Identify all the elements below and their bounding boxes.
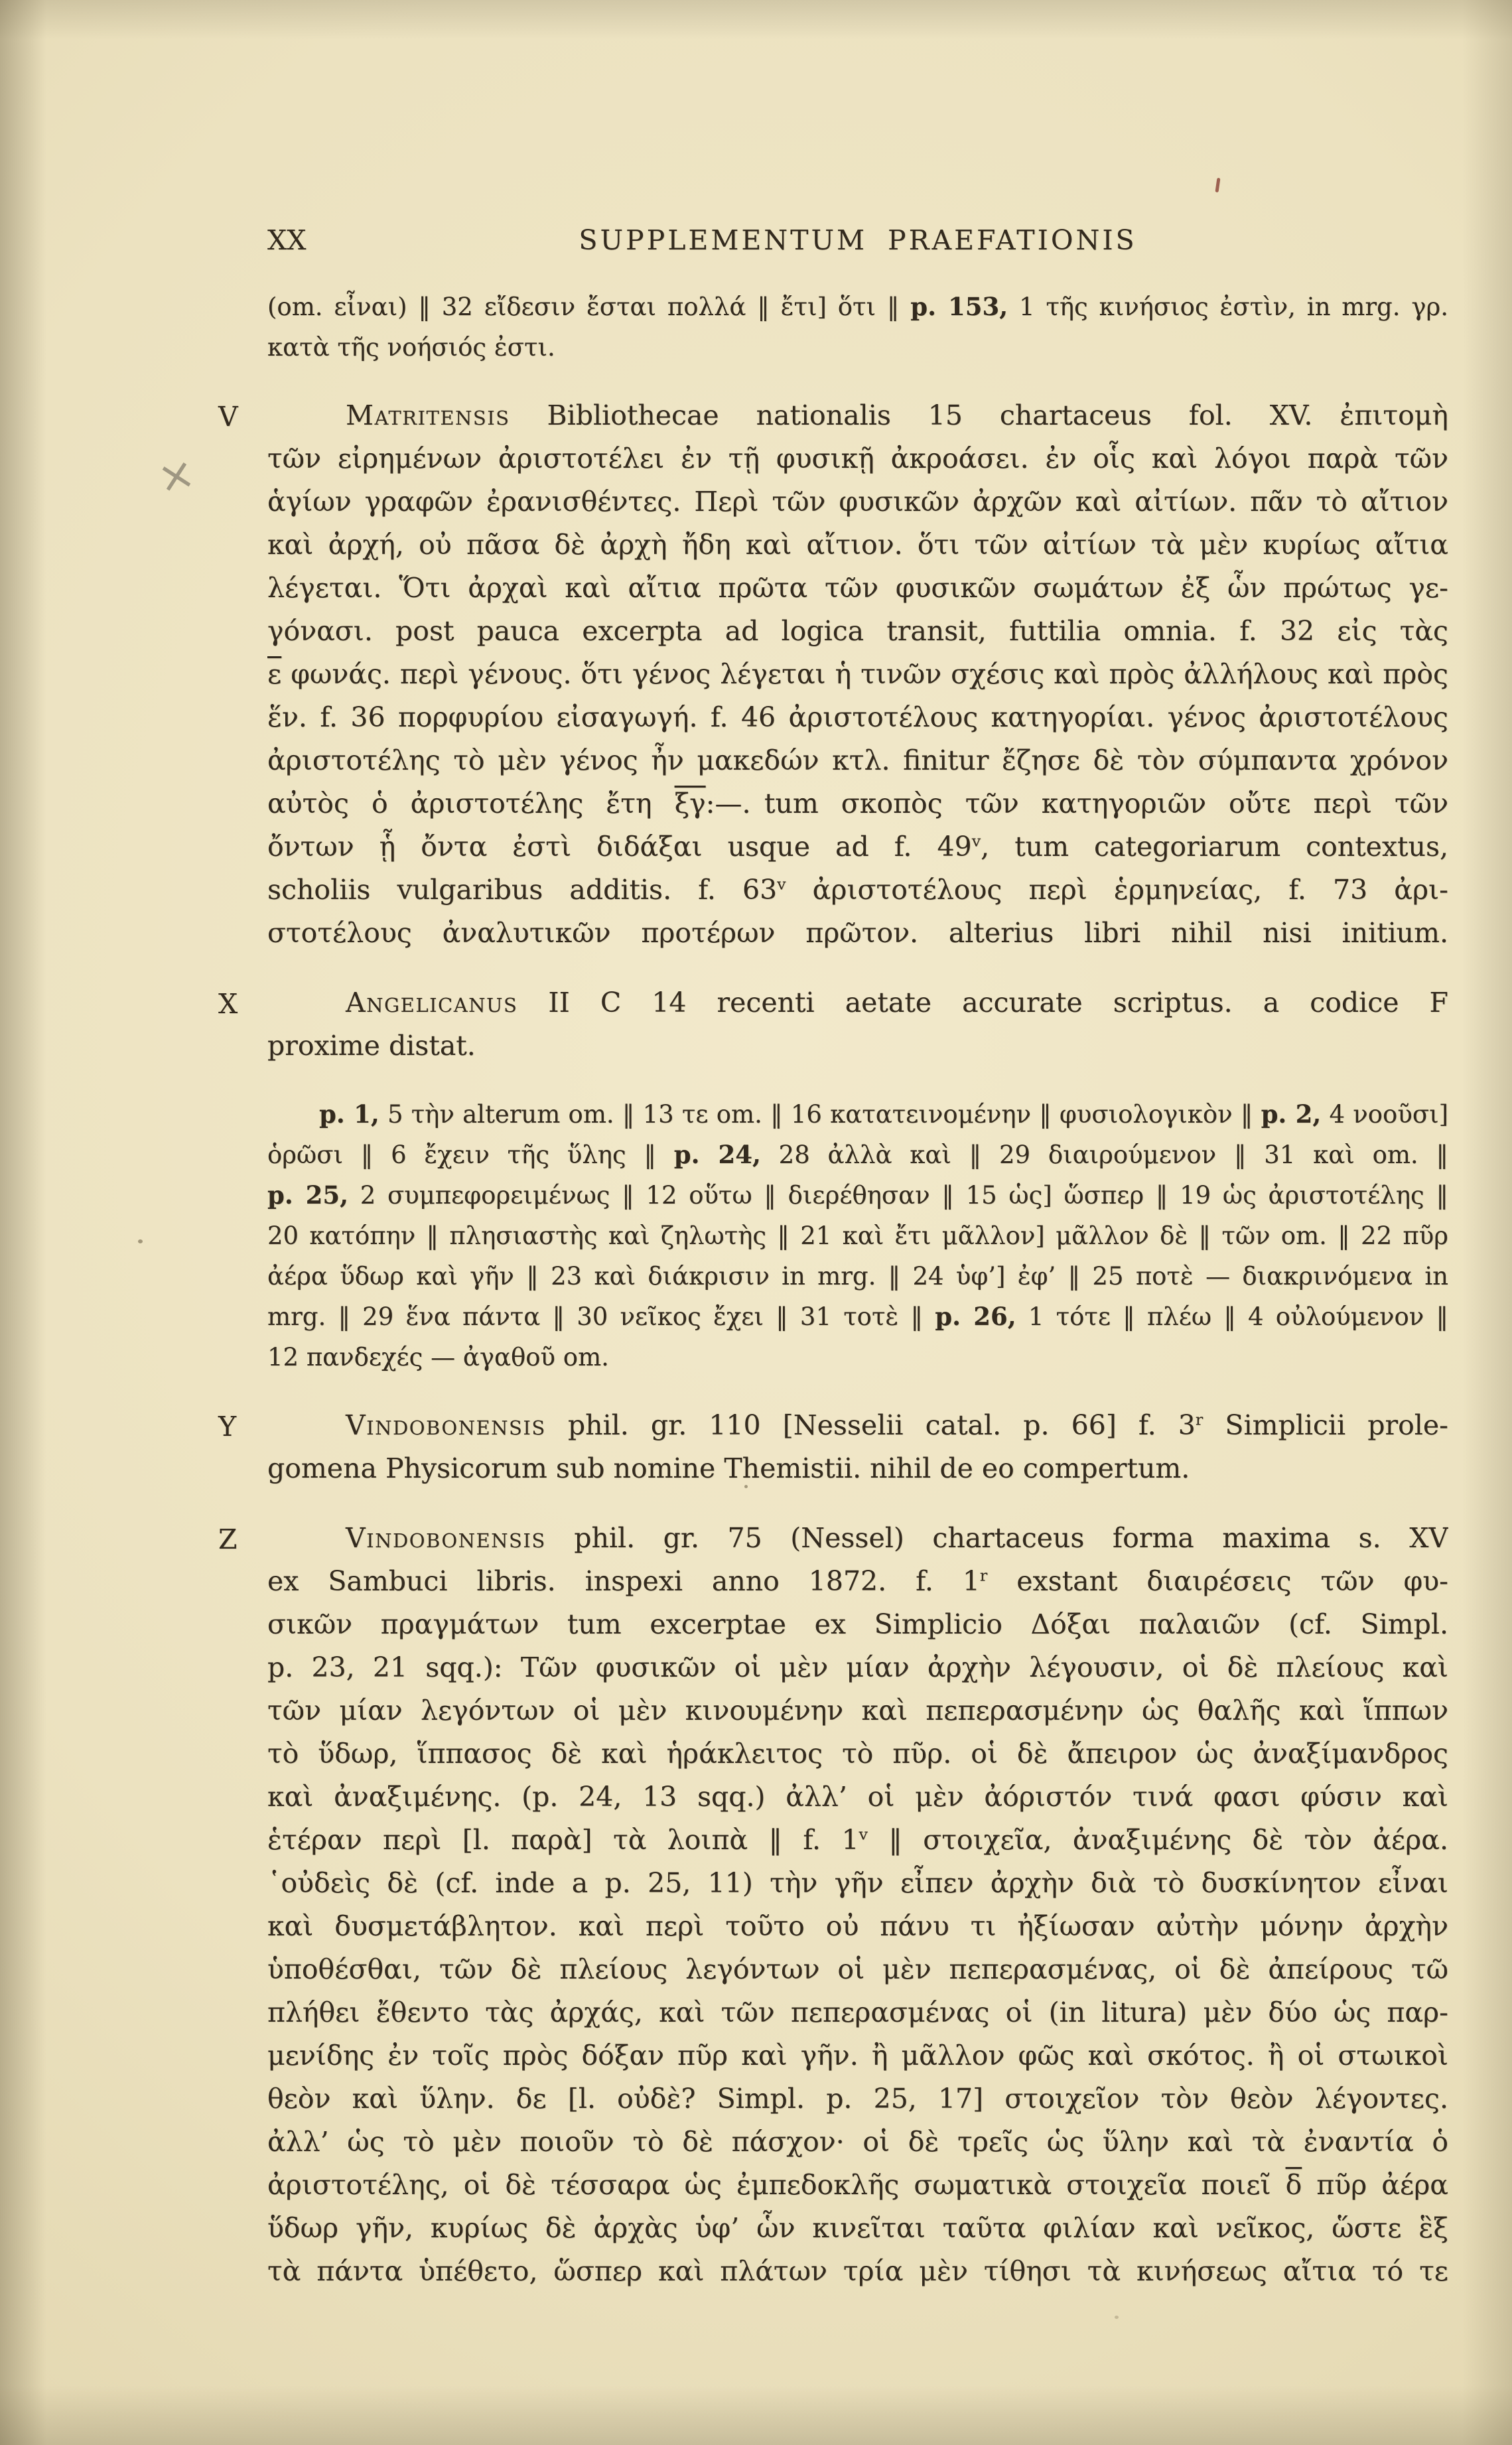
text-segment: 1 τότε ‖ πλέω ‖ 4 οὐλούμενον ‖ — [1016, 1302, 1448, 1331]
text-line — [267, 1905, 1448, 1948]
red-ink-fleck — [1215, 178, 1220, 192]
text-segment: v — [777, 874, 786, 894]
text-segment: gomena Physicorum sub nomine Themistii. nihil de eo compertum. — [267, 1452, 1190, 1484]
text-segment: ὕδωρ γῆν, κυρίως δὲ ἀρχὰς ὑφ’ ὧν κινεῖται ταῦτα φιλίαν καὶ νεῖκος, ὥστε ἓξ — [267, 2212, 1448, 2244]
text-line — [267, 2164, 1448, 2207]
text-segment: αὐτὸς ὁ ἀριστοτέλης ἔτη — [267, 788, 675, 819]
text-segment: γόνασι. post pauca excerpta ad logica transit, futtilia omnia. f. 32 εἰς τὰς — [267, 615, 1448, 647]
text-segment: ῾οὐδεὶς δὲ (cf. inde a p. 25, 11) τὴν γῆν εἶπεν ἀρχὴν διὰ τὸ δυσκίνητον εἶναι — [267, 1867, 1448, 1899]
text-segment: ἕν. f. 36 πορφυρίου εἰσαγωγή. f. 46 ἀριστοτέλους κατηγορίαι. γένος ἀριστοτέλους — [267, 701, 1448, 733]
text-line — [267, 782, 1448, 825]
block-apparatus-0 — [267, 287, 1448, 368]
manuscript-siglum-X: X — [218, 988, 238, 1020]
text-segment: p. 25, — [267, 1180, 348, 1210]
text-segment: τὰ πάντα ὑπέθετο, ὥσπερ καὶ πλάτων τρία μὲν τίθησι τὰ κινήσεως αἴτια τό τε — [267, 2255, 1448, 2287]
text-line — [267, 394, 1448, 437]
text-segment: , tum categoriarum contextus, — [981, 831, 1448, 863]
text-segment: ἁγίων γραφῶν ἐρανισθέντες. Περὶ τῶν φυσικῶν ἀρχῶν καὶ αἰτίων. πᾶν τὸ αἴτιον — [267, 486, 1448, 518]
text-segment: ὄντων ᾗ ὄντα ἐστὶ διδάξαι usque ad f. 49 — [267, 831, 972, 863]
text-segment: λέγεται. Ὅτι ἀρχαὶ καὶ αἴτια πρῶτα τῶν φυσικῶν σωμάτων ἐξ ὧν πρώτως γε- — [267, 572, 1448, 604]
text-segment: proxime distat. — [267, 1030, 476, 1062]
text-line — [267, 1646, 1448, 1689]
text-segment: ἀέρα ὕδωρ καὶ γῆν ‖ 23 καὶ διάκρισιν in mrg. ‖ 24 ὑφ’] ἐφ’ ‖ 25 ποτὲ — διακρινόμενα in — [267, 1262, 1448, 1291]
text-segment: phil. gr. 110 [Nesselii catal. p. 66] f. 3 — [545, 1409, 1196, 1441]
text-segment: ἀλλ’ ὡς τὸ μὲν ποιοῦν τὸ δὲ πάσχον· οἱ δὲ τρεῖς ὡς ὕλην καὶ τὰ ἐναντία ὁ — [267, 2126, 1448, 2158]
text-line — [267, 327, 1448, 368]
text-line — [267, 1404, 1448, 1447]
text-segment: p. 2, — [1261, 1099, 1322, 1129]
text-segment: v — [859, 1825, 868, 1844]
text-segment: πῦρ ἀέρα — [1302, 2169, 1448, 2201]
text-segment: $\overline{\varepsilon}$ — [267, 658, 282, 690]
text-segment: τὸ ὕδωρ, ἵππασος δὲ καὶ ἡράκλειτος τὸ πῦρ. οἱ δὲ ἄπειρον ὡς ἀναξίμανδρος — [267, 1738, 1448, 1770]
text-segment: ὑποθέσθαι, τῶν δὲ πλείους λεγόντων οἱ μὲν πεπερασμένας, οἱ δὲ ἀπείρους τῶ — [267, 1953, 1448, 1985]
block-section-Y — [218, 1404, 1448, 1490]
block-section-V — [218, 394, 1448, 955]
text-segment: ἀριστοτέλης, οἱ δὲ τέσσαρα ὡς ἐμπεδοκλῆς σωματικὰ στοιχεῖα ποιεῖ — [267, 2169, 1286, 2201]
text-segment: σικῶν πραγμάτων tum excerptae ex Simplicio Δόξαι παλαιῶν (cf. Simpl. — [267, 1608, 1448, 1640]
text-segment: 20 κατόπην ‖ πλησιαστὴς καὶ ζηλωτὴς ‖ 21 καὶ ἔτι μᾶλλον] μᾶλλον δὲ ‖ τῶν om. ‖ 22 πῦρ — [267, 1222, 1448, 1250]
text-line — [267, 739, 1448, 782]
manuscript-siglum-Z: Z — [218, 1523, 238, 1555]
text-segment: p. 23, 21 sqq.): Τῶν φυσικῶν οἱ μὲν μίαν ἀρχὴν λέγουσιν, οἱ δὲ πλείους καὶ — [267, 1651, 1448, 1683]
text-line — [267, 480, 1448, 524]
text-segment: p. 153, — [910, 292, 1008, 321]
text-segment: 5 τὴν alterum om. ‖ 13 τε om. ‖ 16 κατατεινομένην ‖ φυσιολογικὸν ‖ — [379, 1100, 1261, 1129]
text-segment: θεὸν καὶ ὕλην. δε [l. οὐδὲ? Simpl. p. 25, 17] στοιχεῖον τὸν θεὸν λέγοντες. — [267, 2083, 1448, 2115]
text-segment: II C 14 recenti aetate accurate scriptus. a codice F — [517, 987, 1448, 1018]
text-segment: p. 24, — [673, 1140, 761, 1169]
text-line — [267, 2250, 1448, 2293]
text-line — [267, 1689, 1448, 1732]
text-segment: scholiis vulgaribus additis. f. 63 — [267, 874, 778, 906]
text-column — [218, 287, 1448, 2293]
text-line — [267, 1948, 1448, 1991]
text-segment: Matritensis — [346, 399, 510, 431]
text-line — [267, 2207, 1448, 2250]
text-line — [267, 2077, 1448, 2121]
text-segment: τῶν εἰρημένων ἀριστοτέλει ἐν τῇ φυσικῇ ἀκροάσει. ἐν οἷς καὶ λόγοι παρὰ τῶν — [267, 443, 1448, 474]
text-segment: καὶ δυσμετάβλητον. καὶ περὶ τοῦτο οὐ πάνυ τι ἠξίωσαν αὐτὴν μόνην ἀρχὴν — [267, 1910, 1448, 1942]
text-segment: ὁρῶσι ‖ 6 ἔχειν τῆς ὕλης ‖ — [267, 1141, 674, 1169]
paper-speck — [1115, 2316, 1119, 2319]
text-line — [267, 653, 1448, 696]
text-segment: καὶ ἀρχή, οὐ πᾶσα δὲ ἀρχὴ ἤδη καὶ αἴτιον. ὅτι τῶν αἰτίων τὰ μὲν κυρίως αἴτια — [267, 529, 1448, 561]
text-segment: Bibliothecae nationalis 15 chartaceus fol. XV. ἐπιτομὴ — [510, 399, 1448, 431]
text-segment: (om. εἶναι) ‖ 32 εἴδεσιν ἔσται πολλά ‖ ἔτι] ὅτι ‖ — [267, 293, 911, 321]
text-line — [267, 1447, 1448, 1490]
text-segment: p. 26, — [935, 1302, 1016, 1331]
text-line — [267, 287, 1448, 327]
text-segment: $\overline{\delta}$ — [1285, 2169, 1302, 2201]
text-line — [267, 1603, 1448, 1646]
text-segment: ex Sambuci libris. inspexi anno 1872. f. 1 — [267, 1565, 980, 1597]
text-line — [267, 1216, 1448, 1256]
text-segment: 2 συμπεφορειμένως ‖ 12 οὕτω ‖ διερέθησαν ‖ 15 ὡς] ὥσπερ ‖ 19 ὡς ἀριστοτέλης ‖ — [348, 1181, 1448, 1210]
text-line — [267, 1560, 1448, 1603]
text-segment: 1 τῆς κινήσιος ἐστὶν, in mrg. γρ. — [1008, 293, 1448, 321]
manuscript-siglum-Y: Y — [218, 1411, 237, 1442]
text-segment: ‖ στοιχεῖα, ἀναξιμένης δὲ τὸν ἀέρα. — [867, 1824, 1448, 1856]
text-segment: mrg. ‖ 29 ἕνα πάντα ‖ 30 νεῖκος ἔχει ‖ 31 τοτὲ ‖ — [267, 1302, 935, 1331]
text-segment: 4 νοοῦσι] — [1321, 1100, 1448, 1129]
text-segment: Simplicii prole- — [1203, 1409, 1448, 1441]
text-segment: 28 ἀλλὰ καὶ ‖ 29 διαιρούμενον ‖ 31 καὶ om. ‖ — [760, 1141, 1448, 1169]
text-line — [267, 696, 1448, 739]
paper-speck — [138, 1239, 143, 1243]
text-segment: φωνάς. περὶ γένους. ὅτι γένος λέγεται ἡ τινῶν σχέσις καὶ πρὸς ἀλλήλους καὶ πρὸς — [281, 658, 1448, 690]
text-line — [267, 825, 1448, 869]
text-line — [267, 1094, 1448, 1135]
text-line — [267, 1517, 1448, 1560]
text-segment: 12 πανδεχές — ἀγαθοῦ om. — [267, 1343, 609, 1371]
text-segment: v — [971, 831, 981, 851]
text-segment: πλήθει ἔθεντο τὰς ἀρχάς, καὶ τῶν πεπερασμένας οἱ (in litura) μὲν δύο ὡς παρ- — [267, 1996, 1448, 2028]
text-line — [267, 610, 1448, 653]
text-segment: p. 1, — [319, 1099, 379, 1129]
text-line — [267, 1337, 1448, 1377]
text-segment: phil. gr. 75 (Nessel) chartaceus forma maxima s. XV — [545, 1522, 1448, 1554]
text-segment: ἀριστοτέλης τὸ μὲν γένος ἦν μακεδών κτλ. finitur ἔζησε δὲ τὸν σύμπαντα χρόνον — [267, 744, 1448, 776]
text-line — [267, 1862, 1448, 1905]
text-line — [267, 437, 1448, 480]
block-section-X — [218, 981, 1448, 1068]
page-title: SUPPLEMENTUM PRAEFATIONIS — [579, 224, 1137, 256]
manuscript-siglum-V: V — [218, 401, 238, 433]
text-segment: r — [979, 1566, 988, 1585]
text-segment: $\overline{\xi\gamma}$ — [674, 788, 706, 819]
text-line — [267, 1991, 1448, 2034]
text-segment: exstant διαιρέσεις τῶν φυ- — [987, 1565, 1448, 1597]
text-line — [267, 1175, 1448, 1216]
pencil-x-mark: × — [153, 447, 200, 504]
text-segment: στοτέλους ἀναλυτικῶν προτέρων πρῶτον. alterius libri nihil nisi initium. — [267, 917, 1448, 949]
text-segment: Vindobonensis — [346, 1409, 546, 1441]
text-segment: κατὰ τῆς νοήσιός ἐστι. — [267, 333, 555, 362]
text-segment: μενίδης ἐν τοῖς πρὸς δόξαν πῦρ καὶ γῆν. ἢ μᾶλλον φῶς καὶ σκότος. ἢ οἱ στωικοὶ — [267, 2040, 1448, 2071]
page-number: XX — [267, 224, 307, 256]
text-line — [267, 981, 1448, 1024]
block-apparatus-3 — [267, 1094, 1448, 1377]
text-segment: :—. tum σκοπὸς τῶν κατηγοριῶν οὔτε περὶ τῶν — [705, 788, 1448, 819]
text-line — [267, 912, 1448, 955]
text-line — [267, 1024, 1448, 1068]
text-line — [267, 567, 1448, 610]
text-segment: ἀριστοτέλους περὶ ἑρμηνείας, f. 73 ἀρι- — [786, 874, 1448, 906]
text-line — [267, 1135, 1448, 1175]
text-segment: r — [1195, 1410, 1203, 1429]
text-line — [267, 869, 1448, 912]
text-line — [267, 1776, 1448, 1819]
text-line — [267, 1256, 1448, 1296]
text-line — [267, 2121, 1448, 2164]
text-line — [267, 524, 1448, 567]
text-segment: ἑτέραν περὶ [l. παρὰ] τὰ λοιπὰ ‖ f. 1 — [267, 1824, 859, 1856]
text-line — [267, 1296, 1448, 1337]
block-section-Z — [218, 1517, 1448, 2293]
text-segment: Angelicanus — [346, 987, 518, 1018]
text-line — [267, 1819, 1448, 1862]
text-line — [267, 1732, 1448, 1776]
text-segment: Vindobonensis — [346, 1522, 546, 1554]
text-segment: τῶν μίαν λεγόντων οἱ μὲν κινουμένην καὶ πεπερασμένην ὡς θαλῆς καὶ ἵππων — [267, 1695, 1448, 1726]
text-segment: καὶ ἀναξιμένης. (p. 24, 13 sqq.) ἀλλ’ οἱ μὲν ἀόριστόν τινά φασι φύσιν καὶ — [267, 1781, 1448, 1813]
text-line — [267, 2034, 1448, 2077]
